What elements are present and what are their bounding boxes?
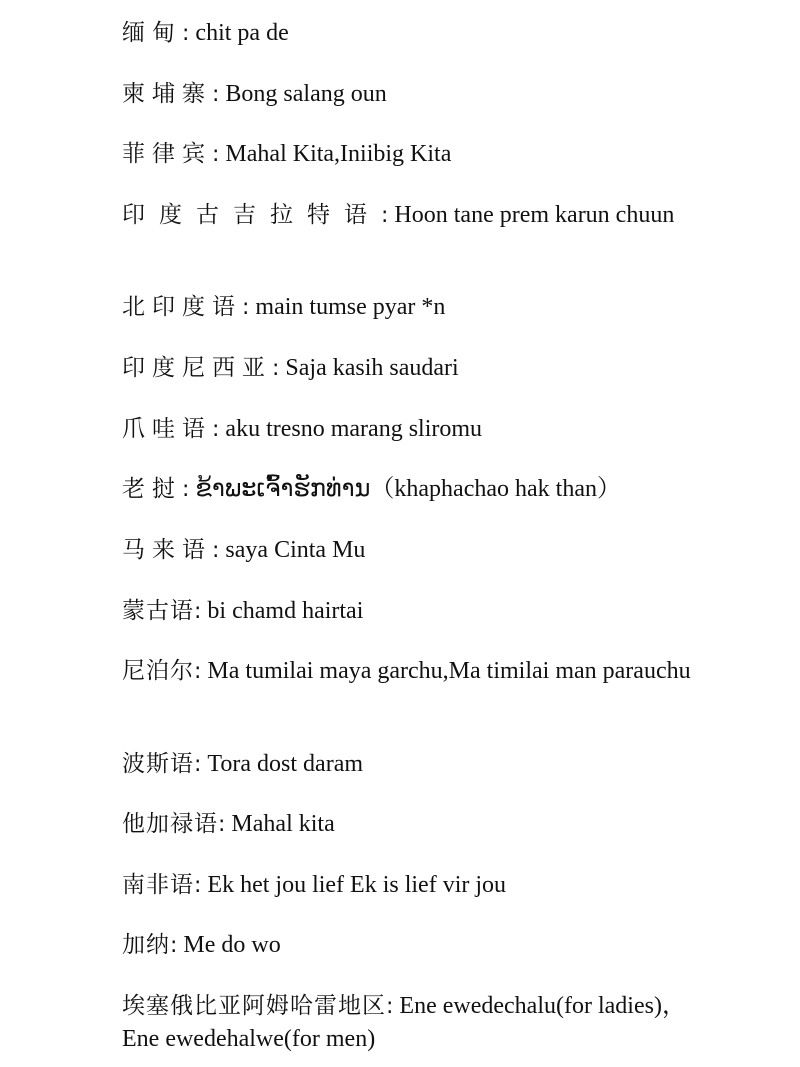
phrase-text: Hoon tane prem karun chuun: [394, 202, 675, 228]
phrase-text: Bong salang oun: [225, 81, 387, 107]
separator: :: [212, 538, 220, 563]
language-name: 柬埔寨: [122, 81, 212, 107]
separator: :: [242, 295, 250, 320]
language-name: 印度尼西亚: [122, 355, 272, 381]
separator: :: [194, 659, 202, 684]
phrase-text: Mahal Kita,Iniibig Kita: [225, 141, 452, 167]
separator: :: [170, 933, 178, 958]
separator: :: [212, 417, 220, 442]
separator: :: [272, 356, 280, 381]
phrase-text: Ma tumilai maya garchu,Ma timilai man parauchu: [207, 658, 691, 684]
language-name: 老挝: [122, 476, 182, 502]
entry-persian: [122, 748, 702, 781]
phrase-text: Me do wo: [183, 932, 281, 958]
language-name: 波斯语: [122, 751, 194, 777]
separator: :: [194, 873, 202, 898]
phrase-text: Ek het jou lief Ek is lief vir jou: [207, 872, 507, 898]
entry-laos: [122, 473, 702, 506]
phrase-text: Tora dost daram: [207, 751, 364, 777]
entry-ethiopia-amhara: [122, 990, 702, 1055]
phrase-text: saya Cinta Mu: [225, 537, 366, 563]
phrase-text: bi chamd hairtai: [207, 598, 364, 624]
language-name: 蒙古语: [122, 598, 194, 624]
entry-mongolian: [122, 595, 702, 628]
phrase-text: Saja kasih saudari: [285, 355, 459, 381]
language-name: 北印度语: [122, 294, 242, 320]
language-name: 爪哇语: [122, 416, 212, 442]
entry-afrikaans: [122, 869, 702, 902]
phrase-text: Mahal kita: [231, 811, 335, 837]
language-name: 尼泊尔: [122, 658, 194, 684]
entry-myanmar: [122, 17, 702, 50]
separator: :: [194, 752, 202, 777]
separator: :: [182, 21, 190, 46]
language-name: 缅甸: [122, 20, 182, 46]
entry-gujarati: [122, 199, 702, 232]
phrase-text: aku tresno marang sliromu: [225, 416, 483, 442]
language-name: 马来语: [122, 537, 212, 563]
entry-indonesia: [122, 352, 702, 385]
language-name: 印度古吉拉特语: [122, 202, 381, 228]
entry-philippines: [122, 138, 702, 171]
separator: :: [194, 599, 202, 624]
language-name: 加纳: [122, 932, 170, 958]
entry-malay: [122, 534, 702, 567]
phrase-text: chit pa de: [195, 20, 289, 46]
entry-ghana: [122, 929, 702, 962]
separator: :: [182, 477, 190, 502]
entry-nepal: [122, 655, 702, 688]
entry-javanese: [122, 413, 702, 446]
phrase-text: main tumse pyar *n: [255, 294, 446, 320]
separator: :: [386, 994, 394, 1019]
separator: :: [218, 812, 226, 837]
phrase-text: Ene ewedechalu(for ladies)，Ene ewedehalwe(for men): [122, 993, 686, 1052]
language-name: 他加禄语: [122, 811, 218, 837]
language-name: 埃塞俄比亚阿姆哈雷地区: [122, 993, 386, 1019]
phrase-text: ຂ້າພະເຈົ້າຮັກທ່ານ（khaphachao hak than）: [195, 476, 621, 502]
entry-hindi: [122, 291, 702, 324]
entry-cambodia: [122, 78, 702, 111]
separator: :: [212, 142, 220, 167]
separator: :: [212, 82, 220, 107]
language-name: 菲律宾: [122, 141, 212, 167]
separator: :: [381, 203, 389, 228]
entry-tagalog: [122, 808, 702, 841]
language-name: 南非语: [122, 872, 194, 898]
